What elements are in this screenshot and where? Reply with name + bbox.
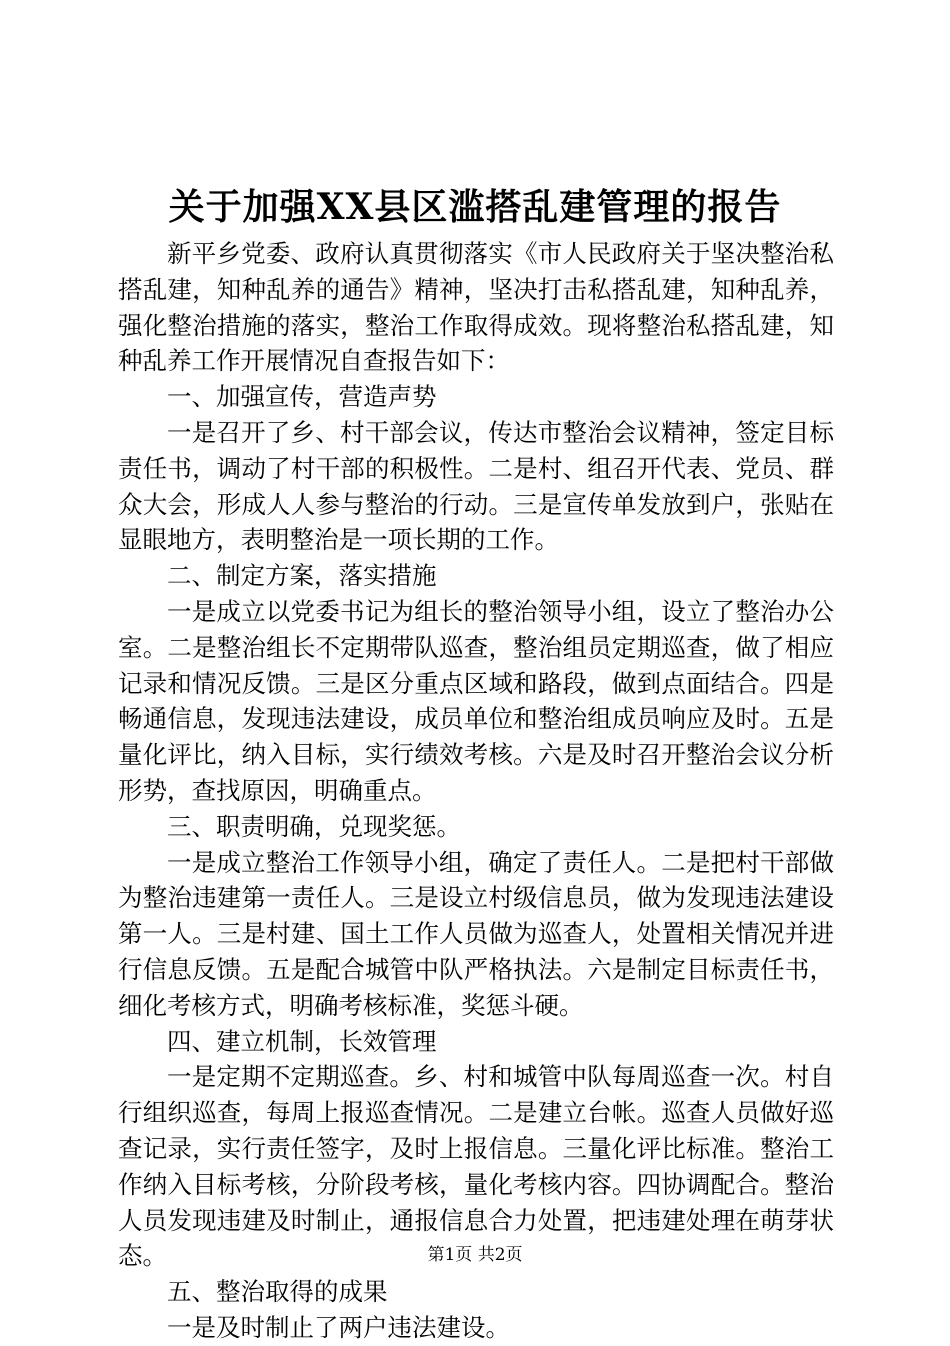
section-heading-1: 一、加强宣传，营造声势 bbox=[167, 382, 437, 412]
section-heading-5: 五、整治取得的成果 bbox=[167, 1277, 388, 1307]
section-heading-3: 三、职责明确，兑现奖惩。 bbox=[167, 811, 461, 841]
paragraph-section-5: 一是及时制止了两户违法建设。 bbox=[167, 1312, 510, 1342]
paragraph-section-4: 一是定期不定期巡查。乡、村和城管中队每周巡查一次。村自行组织巡查，每周上报巡查情况。二是建立台帐。巡查人员做好巡查记录，实行责任签字，及时上报信息。三量化评比标准。整治工作纳入目标考核，分阶段考核，量化考核内容。四协调配合。整治人员发现违建及时制止，通报信息合力处置，把违建处理在萌芽状态。 bbox=[118, 1062, 834, 1271]
paragraph-section-2: 一是成立以党委书记为组长的整治领导小组，设立了整治办公室。二是整治组长不定期带队巡查，整治组员定期巡查，做了相应记录和情况反馈。三是区分重点区域和路段，做到点面结合。四是畅通信息，发现违法建设，成员单位和整治组成员响应及时。五是量化评比，纳入目标，实行绩效考核。六是及时召开整治会议分析形势，查找原因，明确重点。 bbox=[118, 596, 834, 805]
page-number-footer: 第1页 共2页 bbox=[427, 1245, 523, 1265]
document-body bbox=[118, 236, 834, 1346]
paragraph-section-1: 一是召开了乡、村干部会议，传达市整治会议精神，签定目标责任书，调动了村干部的积极性。二是村、组召开代表、党员、群众大会，形成人人参与整治的行动。三是宣传单发放到户，张贴在显眼地方，表明整治是一项长期的工作。 bbox=[118, 417, 834, 555]
paragraph-intro: 新平乡党委、政府认真贯彻落实《市人民政府关于坚决整治私搭乱建，知种乱养的通告》精神，坚决打击私搭乱建，知种乱养，强化整治措施的落实，整治工作取得成效。现将整治私搭乱建，知种乱养工作开展情况自查报告如下： bbox=[118, 239, 834, 376]
document-title: 关于加强XX县区滥搭乱建管理的报告 bbox=[168, 186, 782, 228]
section-heading-4: 四、建立机制，长效管理 bbox=[167, 1026, 437, 1056]
section-heading-2: 二、制定方案，落实措施 bbox=[167, 561, 437, 591]
paragraph-section-3: 一是成立整治工作领导小组，确定了责任人。二是把村干部做为整治违建第一责任人。三是设立村级信息员，做为发现违法建设第一人。三是村建、国土工作人员做为巡查人，处置相关情况并进行信息反馈。五是配合城管中队严格执法。六是制定目标责任书，细化考核方式，明确考核标准，奖惩斗硬。 bbox=[118, 847, 834, 1020]
